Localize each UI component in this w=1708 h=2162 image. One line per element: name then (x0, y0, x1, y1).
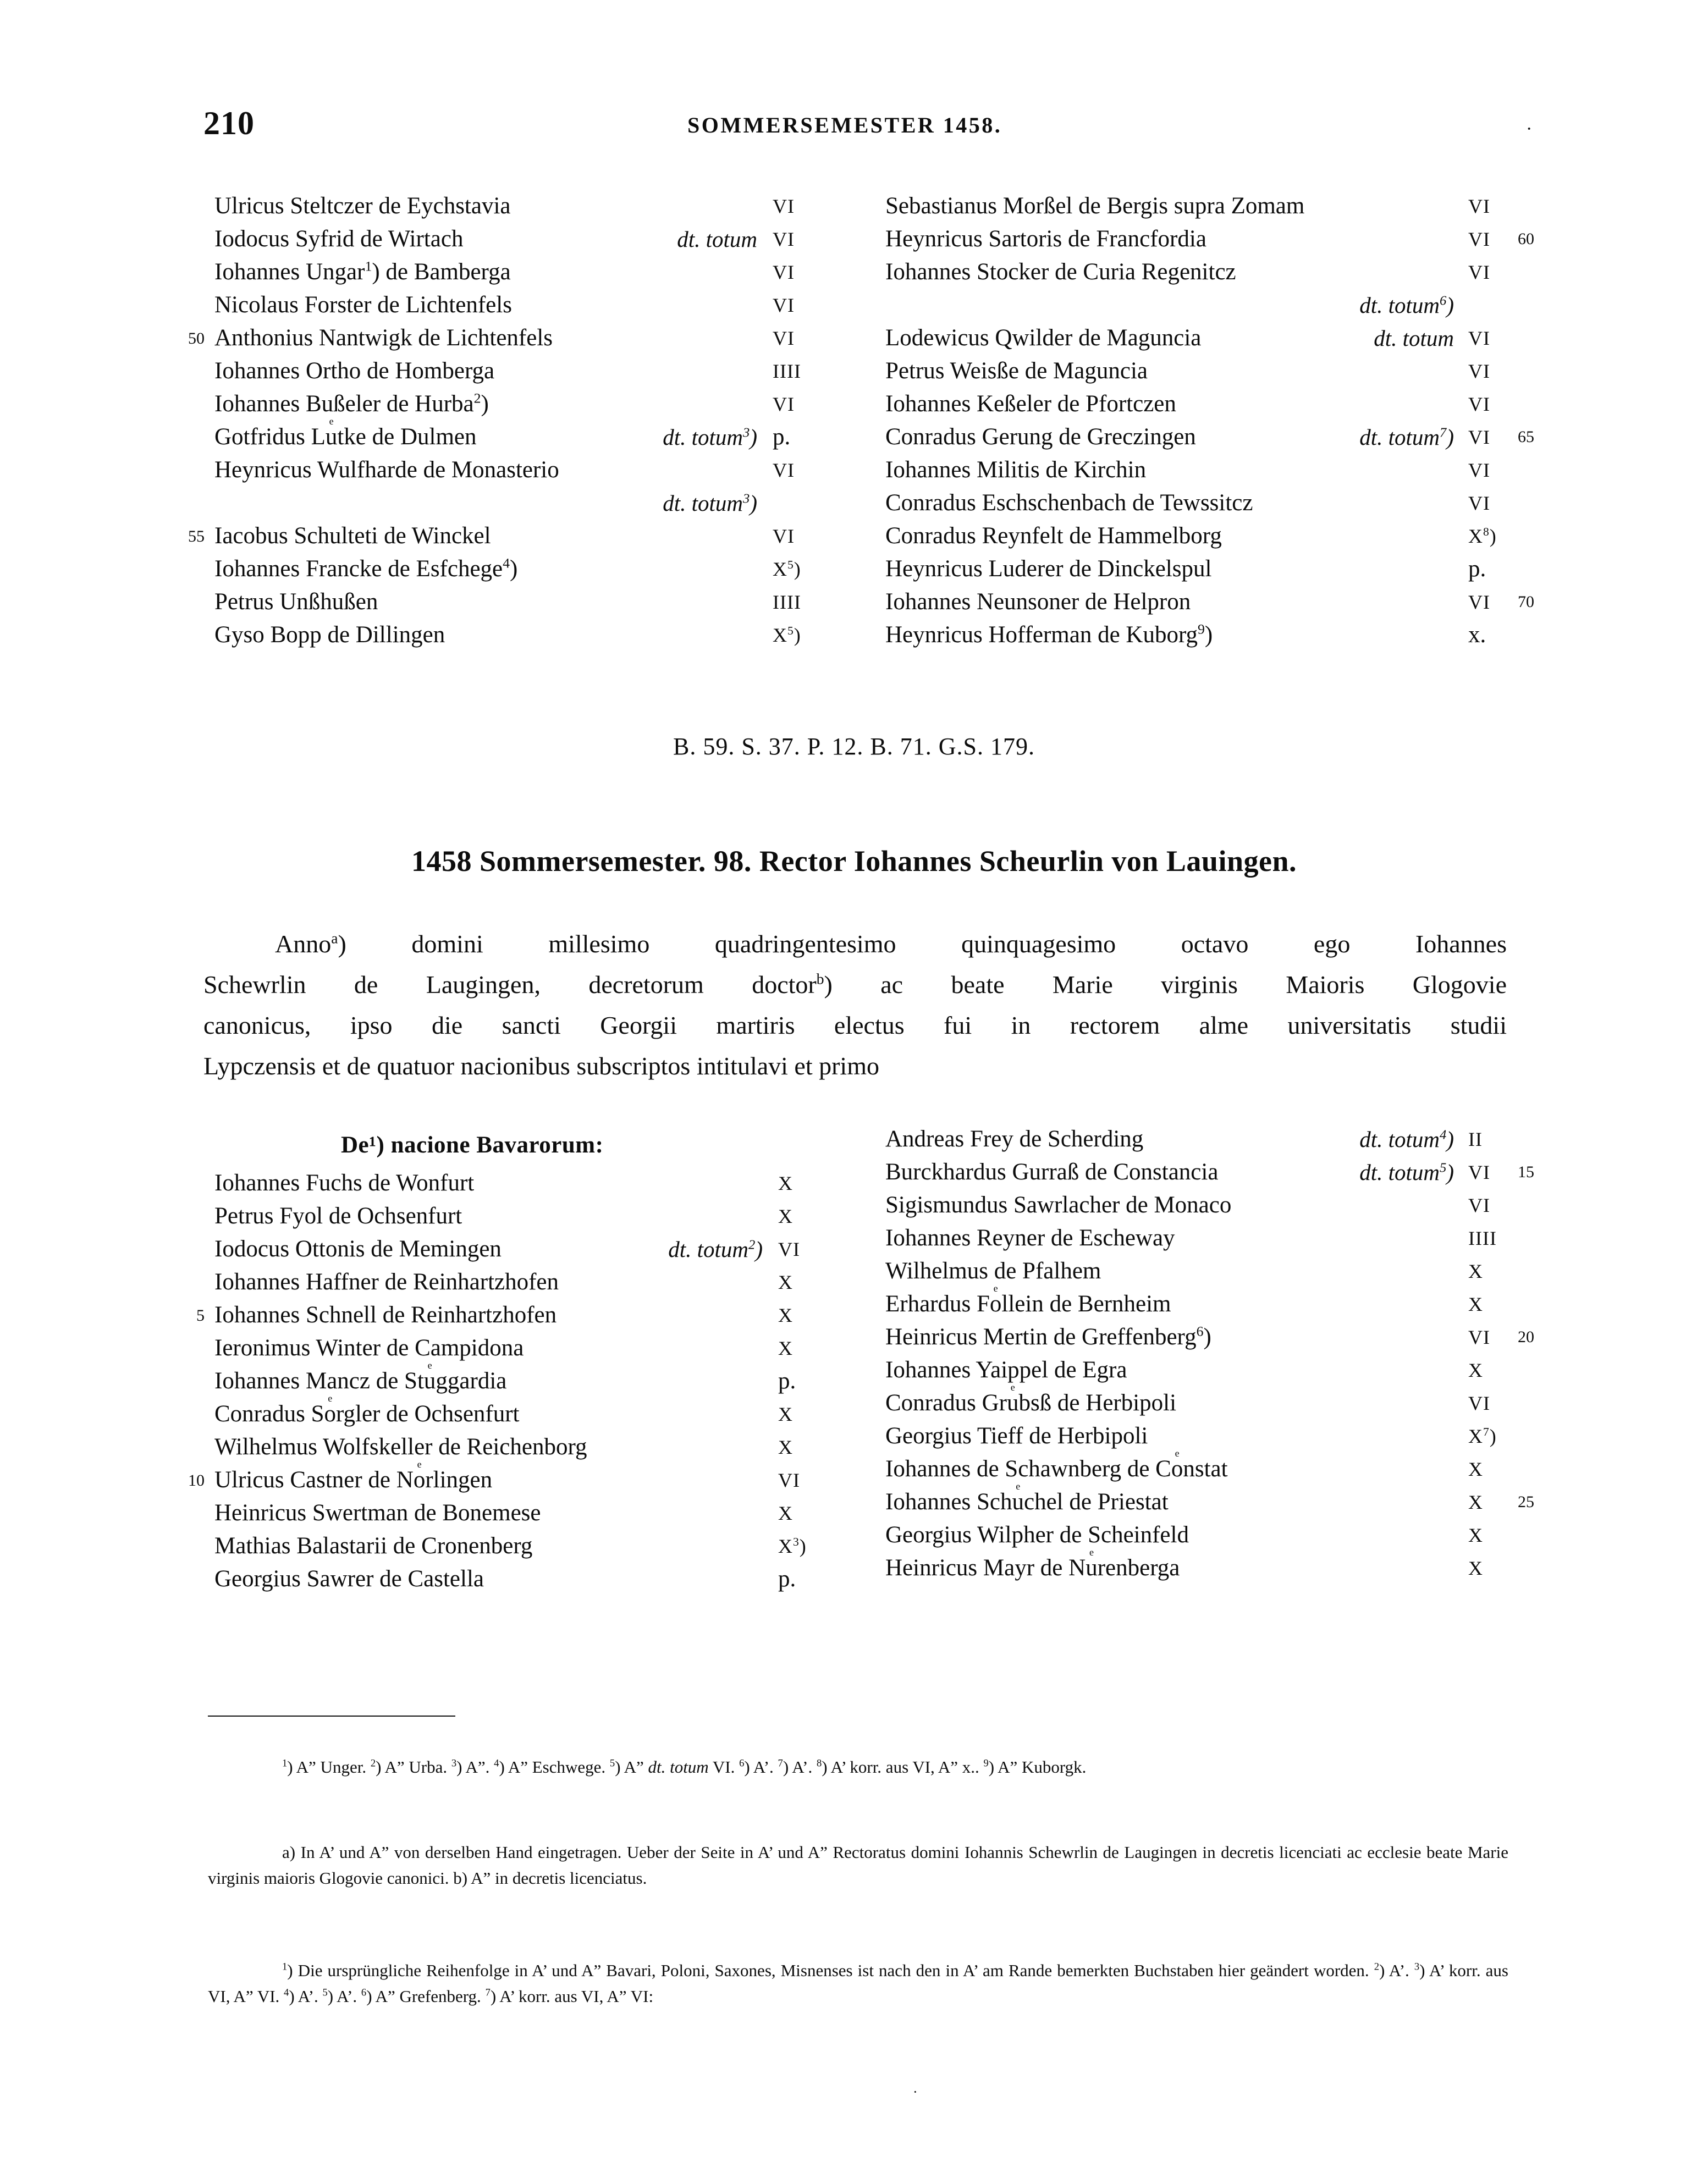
entrant-name: Andreas Frey de Scherding (885, 1126, 1144, 1152)
fee-value: VI (773, 525, 795, 547)
table-row (885, 1519, 1600, 1552)
table-row (165, 1266, 880, 1299)
fee-value: X (778, 1172, 793, 1194)
footnote-block-letters: a) In A’ und A” von derselben Hand eingetragen. Ueber der Seite in A’ und A” Rectoratus domini Iohannis Schewrlin de Laugingen in decretis licenciati ac ecclesie beate Marie virginis maioris Glogovie canonici. b) A” in decretis licenciatus. (208, 1843, 1508, 1888)
fee-value: VI (1468, 327, 1490, 349)
payment-note: dt. totum$^3$) (663, 424, 757, 450)
table-row (885, 1321, 1600, 1354)
fee-value: IIII (1468, 1227, 1497, 1249)
table-row (885, 421, 1600, 454)
table-row (885, 289, 1600, 322)
line-number: 25 (1518, 1493, 1534, 1511)
line-number: 65 (1518, 428, 1534, 446)
table-row (165, 256, 880, 289)
entrant-name: Georgius Sawrer de Castella (214, 1566, 484, 1592)
entrant-name: Gotfridus Lu e tke de Dulmen (214, 415, 477, 450)
fee-value: VI (773, 228, 795, 250)
paragraph-line: Lypczensis et de quatuor nacionibus subscriptos intitulavi et primo (203, 1052, 879, 1080)
footnote-block-numeric-upper: $^1$) A” Unger. $^2$) A” Urba. $^3$) A”. $^4$) A” Eschwege. $^5$) A” dt. totum VI. $^6$) A’. $^7$) A’. $^8$) A’ korr. aus VI, A” x.. $^9$) A” Kuborgk. (282, 1757, 1087, 1777)
payment-note: dt. totum$^5$) (1359, 1160, 1454, 1185)
entrant-name: Iodocus Syfrid de Wirtach (214, 226, 464, 252)
table-one-right-column (885, 190, 1600, 652)
fee-value: $X^5$) (773, 558, 801, 580)
entrant-name: Conradus Eschschenbach de Tewssitcz (885, 490, 1253, 516)
table-row (885, 553, 1600, 586)
entrant-name: Iohannes Schnell de Reinhartzhofen (214, 1302, 557, 1328)
table-row (165, 1167, 880, 1200)
fee-value: X (1468, 1458, 1483, 1480)
table-row (165, 322, 880, 355)
table-row (885, 190, 1600, 223)
rector-paragraph (203, 924, 1507, 1086)
entrant-name: Wilhelmus de Pfalhem (885, 1258, 1101, 1284)
table-row (165, 1332, 880, 1365)
table-row (165, 1497, 880, 1530)
table-row (165, 1233, 880, 1266)
bottom-margin-dot: · (913, 2084, 918, 2100)
fee-value: VI (1468, 1161, 1490, 1183)
fee-value: VI (778, 1238, 800, 1260)
table-row (165, 355, 880, 388)
fee-value: IIII (773, 591, 801, 613)
entrant-name: Sigismundus Sawrlacher de Monaco (885, 1192, 1232, 1218)
entrant-name: Iohannes Ortho de Homberga (214, 358, 495, 384)
table-row (165, 487, 880, 520)
fee-value: VI (1468, 459, 1490, 481)
entrant-name: Conradus Gerung de Greczingen (885, 424, 1196, 450)
table-two-right-column (885, 1123, 1600, 1585)
entrant-name: Ieronimus Winter de Campidona (214, 1335, 524, 1361)
entrant-name: Heinricus Mayr de Nu e renberga (885, 1546, 1180, 1581)
fee-value: VI (1468, 1194, 1490, 1216)
table-row (165, 289, 880, 322)
fee-value: VI (773, 261, 795, 283)
fee-value: VI (1468, 1392, 1490, 1414)
fee-value: VI (1468, 195, 1490, 217)
line-number: 55 (188, 527, 205, 545)
line-number: 70 (1518, 593, 1534, 611)
entrant-name: Heynricus Hofferman de Kuborg$^9$) (885, 621, 1213, 648)
fee-value: VI (773, 393, 795, 415)
table-row (165, 1392, 880, 1431)
table-row (165, 454, 880, 487)
fee-value: X (778, 1337, 793, 1359)
entrant-name: Iohannes Stocker de Curia Regenitcz (885, 259, 1236, 285)
margin-dot: · (1526, 119, 1533, 139)
fee-value: VI (1468, 1326, 1490, 1348)
entrant-name: Petrus Fyol de Ochsenfurt (214, 1203, 462, 1229)
running-title: SOMMERSEMESTER 1458. (687, 113, 1002, 137)
payment-note: dt. totum$^3$) (663, 490, 757, 516)
table-row (885, 487, 1600, 520)
entrant-name: Erhardus Fo e llein de Bernheim (885, 1282, 1171, 1317)
footnote-rule (208, 1716, 455, 1717)
payment-note: dt. totum$^4$) (1359, 1127, 1454, 1152)
nation-heading: De¹) nacione Bavarorum: (341, 1132, 604, 1158)
paragraph-line: Schewrlin de Laugingen, decretorum doctor$^b$) ac beate Marie virginis Maioris Glogovie (203, 970, 1507, 999)
fee-value: p. (1468, 556, 1486, 582)
table-row (885, 1222, 1600, 1255)
fee-value: II (1468, 1128, 1483, 1150)
entrant-name: Ulricus Steltczer de Eychstavia (214, 193, 511, 219)
entrant-name: Iohannes Haffner de Reinhartzhofen (214, 1269, 559, 1295)
fee-value: X (778, 1271, 793, 1293)
fee-value: p. (778, 1566, 796, 1592)
entrant-name: Petrus Weisße de Maguncia (885, 358, 1148, 384)
table-row (885, 1420, 1600, 1453)
entrant-name: Iohannes Yaippel de Egra (885, 1357, 1127, 1383)
table-one-left-column (165, 190, 880, 652)
line-number: 15 (1518, 1163, 1534, 1181)
table-row (165, 1563, 880, 1596)
table-row (885, 1123, 1600, 1156)
entrant-name: Heinricus Swertman de Bonemese (214, 1500, 541, 1526)
table-row (885, 1447, 1600, 1486)
entrant-name: Iohannes Ungar$^1$) de Bamberga (214, 258, 511, 285)
entrant-name: Petrus Unßhußen (214, 589, 378, 615)
fee-value: X (778, 1403, 793, 1425)
fee-value: IIII (773, 360, 801, 382)
fee-value: VI (1468, 591, 1490, 613)
footnote-block-numeric-lower: $^1$) Die ursprüngliche Reihenfolge in A’ und A” Bavari, Poloni, Saxones, Misnenses ist nach den in A’ am Rande bemerkten Buchstaben hier geändert worden. $^2$) A’. $^3$) A’ korr. aus VI, A” VI. $^4$) A’. $^5$) A’. $^6$) A” Grefenberg. $^7$) A’ korr. aus VI, A” VI: (208, 1961, 1508, 2006)
fee-value: X (1468, 1260, 1483, 1282)
fee-value: X (778, 1436, 793, 1458)
fee-value: VI (773, 195, 795, 217)
entrant-name: Nicolaus Forster de Lichtenfels (214, 292, 512, 318)
fee-value: VI (1468, 393, 1490, 415)
entrant-name: Iohannes Mancz de Stu e ggardia (214, 1359, 507, 1394)
fee-value: VI (1468, 426, 1490, 448)
fee-value: $X^8$) (1468, 525, 1497, 547)
entrant-name: Georgius Wilpher de Scheinfeld (885, 1522, 1189, 1548)
table-row (885, 256, 1600, 289)
table-row (885, 223, 1600, 256)
table-row (165, 520, 880, 553)
fee-value: X (1468, 1491, 1483, 1513)
fee-value: VI (773, 459, 795, 481)
table-row (165, 1431, 880, 1464)
fee-value: VI (773, 294, 795, 316)
fee-value: X (1468, 1557, 1483, 1579)
entrant-name: Wilhelmus Wolfskeller de Reichenborg (214, 1434, 587, 1460)
fee-value: VI (778, 1469, 800, 1491)
entrant-name: Iacobus Schulteti de Winckel (214, 523, 491, 549)
fee-value: VI (773, 327, 795, 349)
fee-value: VI (1468, 492, 1490, 514)
entrant-name: Conradus Gru e bsß de Herbipoli (885, 1381, 1177, 1416)
table-one-summary: B. 59. S. 37. P. 12. B. 71. G.S. 179. (673, 733, 1035, 760)
fee-value: X (1468, 1524, 1483, 1546)
entrant-name: Iohannes Francke de Esfchege$^4$) (214, 555, 518, 582)
table-row (165, 415, 880, 454)
entrant-name: Iohannes de Schawnberg de Co e nstat (885, 1447, 1228, 1482)
entrant-name: Iohannes Militis de Kirchin (885, 457, 1147, 483)
table-row (885, 388, 1600, 421)
payment-note: dt. totum$^2$) (668, 1237, 763, 1262)
table-row (885, 586, 1600, 619)
table-row (885, 322, 1600, 355)
fee-value: x. (1468, 622, 1486, 648)
table-row (165, 223, 880, 256)
table-row (885, 1282, 1600, 1321)
table-row (885, 1546, 1600, 1585)
entrant-name: Gyso Bopp de Dillingen (214, 622, 445, 648)
fee-value: VI (1468, 261, 1490, 283)
line-number: 50 (188, 329, 205, 348)
fee-value: X (1468, 1359, 1483, 1381)
entrant-name: Heynricus Sartoris de Francfordia (885, 226, 1206, 252)
table-row (165, 1458, 880, 1497)
fee-value: X (778, 1205, 793, 1227)
running-head (0, 104, 1708, 143)
table-row (885, 1354, 1600, 1387)
table-row (885, 1255, 1600, 1288)
entrant-name: Iohannes Bußeler de Hurba$^2$) (214, 390, 489, 417)
table-row (885, 1381, 1600, 1420)
entrant-name: Georgius Tieff de Herbipoli (885, 1423, 1148, 1449)
table-row (885, 1189, 1600, 1222)
page-number: 210 (203, 105, 255, 141)
entrant-name: Iohannes Reyner de Escheway (885, 1225, 1175, 1251)
table-row (165, 1359, 880, 1398)
fee-value: VI (1468, 228, 1490, 250)
table-row (165, 619, 880, 652)
table-two-left-column (165, 1167, 880, 1596)
entrant-name: Heynricus Luderer de Dinckelspul (885, 556, 1212, 582)
entrant-name: Anthonius Nantwigk de Lichtenfels (214, 325, 553, 351)
entrant-name: Mathias Balastarii de Cronenberg (214, 1533, 533, 1559)
fee-value: p. (778, 1368, 796, 1394)
table-row (165, 1530, 880, 1563)
entrant-name: Burckhardus Gurraß de Constancia (885, 1159, 1219, 1185)
table-row (165, 190, 880, 223)
fee-value: X (1468, 1293, 1483, 1315)
payment-note: dt. totum (677, 227, 757, 252)
table-row (165, 388, 880, 421)
entrant-name: Sebastianus Morßel de Bergis supra Zomam (885, 193, 1305, 219)
entrant-name: Conradus So e rgler de Ochsenfurt (214, 1392, 520, 1427)
table-row (165, 1200, 880, 1233)
fee-value: X (778, 1502, 793, 1524)
fee-value: p. (773, 424, 791, 450)
fee-value: VI (1468, 360, 1490, 382)
fee-value: $X^5$) (773, 624, 801, 646)
line-number: 60 (1518, 230, 1534, 248)
payment-note: dt. totum (1374, 326, 1454, 351)
table-row (885, 454, 1600, 487)
table-row (165, 586, 880, 619)
entrant-name: Iohannes Keßeler de Pfortczen (885, 391, 1176, 417)
table-row (885, 520, 1600, 553)
fee-value: X (778, 1304, 793, 1326)
paragraph-line: Anno$^a$) domini millesimo quadringentesimo quinquagesimo octavo ego Iohannes (275, 929, 1507, 958)
entrant-name: Lodewicus Qwilder de Maguncia (885, 325, 1202, 351)
entrant-name: Heinricus Mertin de Greffenberg$^6$) (885, 1323, 1211, 1350)
table-row (165, 1299, 880, 1332)
table-row (885, 1480, 1600, 1519)
fee-value: $X^3$) (778, 1535, 807, 1557)
section-heading: 1458 Sommersemester. 98. Rector Iohannes Scheurlin von Lauingen. (411, 845, 1297, 878)
payment-note: dt. totum$^7$) (1359, 424, 1454, 450)
entrant-name: Heynricus Wulfharde de Monasterio (214, 457, 559, 483)
line-number: 20 (1518, 1328, 1534, 1346)
table-row (885, 355, 1600, 388)
entrant-name: Iohannes Schu e chel de Priestat (885, 1480, 1169, 1515)
payment-note: dt. totum$^6$) (1359, 293, 1454, 318)
table-row (885, 619, 1600, 652)
line-number: 10 (188, 1471, 205, 1490)
entrant-name: Iohannes Fuchs de Wonfurt (214, 1170, 475, 1196)
paragraph-line: canonicus, ipso die sancti Georgii martiris electus fui in rectorem alme universitatis studii (203, 1011, 1507, 1039)
entrant-name: Iohannes Neunsoner de Helpron (885, 589, 1191, 615)
entrant-name: Iodocus Ottonis de Memingen (214, 1236, 502, 1262)
table-row (165, 553, 880, 586)
table-row (885, 1156, 1600, 1189)
line-number: 5 (196, 1306, 205, 1325)
entrant-name: Conradus Reynfelt de Hammelborg (885, 523, 1222, 549)
entrant-name: Ulricus Castner de No e rlingen (214, 1458, 493, 1493)
fee-value: $X^7$) (1468, 1425, 1497, 1447)
